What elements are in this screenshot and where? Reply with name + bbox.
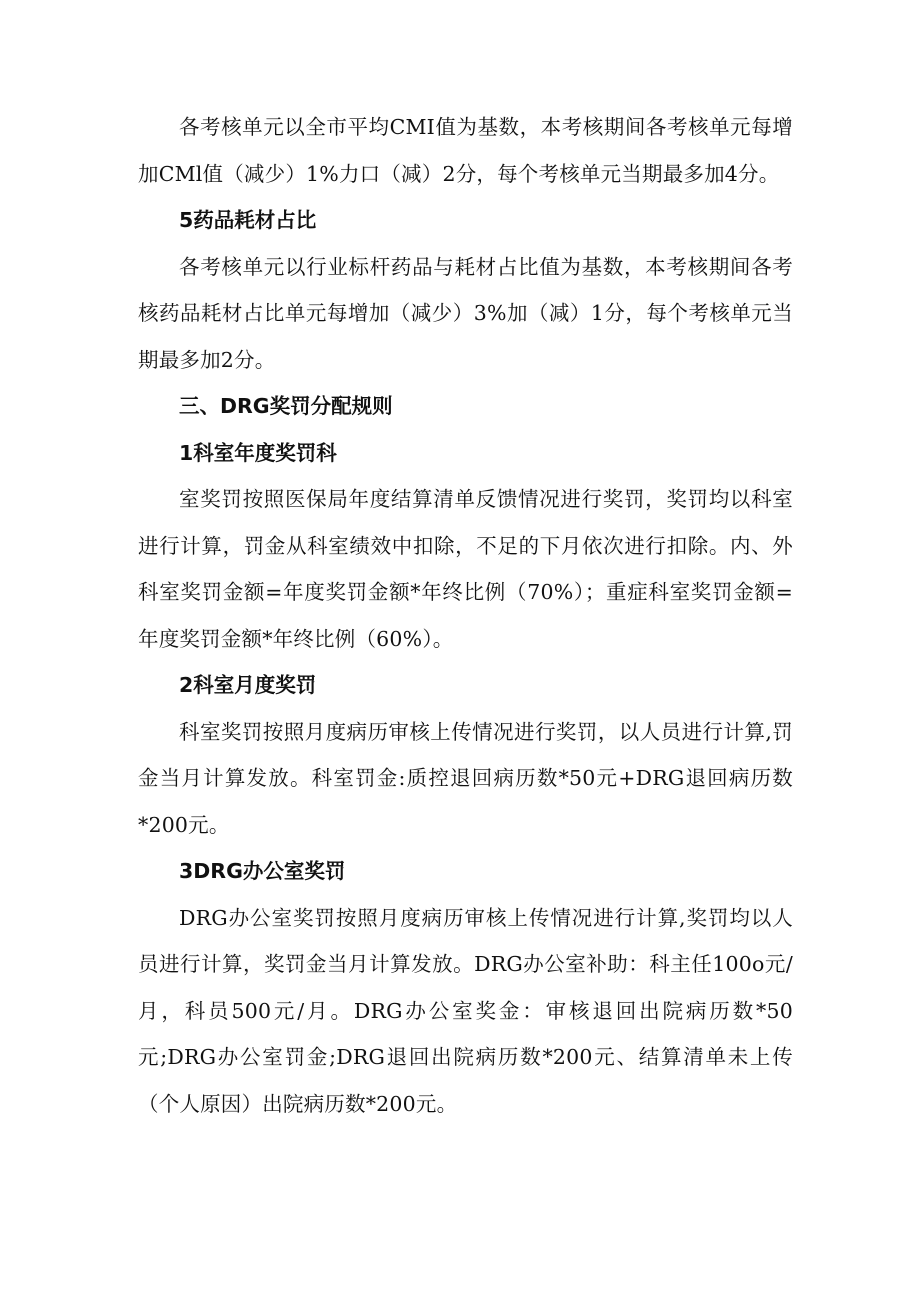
document-page [138,104,793,1127]
paragraph-drug-material-rule: 各考核单元以行业标杆药品与耗材占比值为基数，本考核期间各考核药品耗材占比单元每增加（减少）3%加（减）1分，每个考核单元当期最多加2分。 [138,254,793,372]
paragraph-drg-office-rule: DRG办公室奖罚按照月度病历审核上传情况进行计算,奖罚均以人员进行计算，奖罚金当月计算发放。DRG办公室补助：科主任100o元/月，科员500元/月。DRG办公室奖金：审核退回出院病历数*50元;DRG办公室罚金;DRG退回出院病历数*200元、结算清单未上传（个人原因）出院病历数*200元。 [138,905,793,1116]
heading-dept-annual-reward: 1科室年度奖罚科 [179,440,337,465]
heading-drg-reward-rules: 三、DRG奖罚分配规则 [179,394,393,418]
heading-drug-material-ratio: 5药品耗材占比 [179,208,317,232]
heading-drg-office-reward: 3DRG办公室奖罚 [179,859,346,883]
paragraph-dept-monthly-rule: 科室奖罚按照月度病历审核上传情况进行奖罚，以人员进行计算,罚金当月计算发放。科室罚金:质控退回病历数*50元+DRG退回病历数*200元。 [138,719,793,837]
paragraph-dept-annual-rule: 室奖罚按照医保局年度结算清单反馈情况进行奖罚，奖罚均以科室进行计算，罚金从科室绩效中扣除，不足的下月依次进行扣除。内、外科室奖罚金额=年度奖罚金额*年终比例（70%）；重症科室奖罚金额=年度奖罚金额*年终比例（60%）。 [138,487,793,651]
heading-dept-monthly-reward: 2科室月度奖罚 [179,673,317,697]
paragraph-cmi-rule: 各考核单元以全市平均CMI值为基数，本考核期间各考核单元每增加CMl值（减少）1%力口（减）2分，每个考核单元当期最多加4分。 [138,115,793,186]
